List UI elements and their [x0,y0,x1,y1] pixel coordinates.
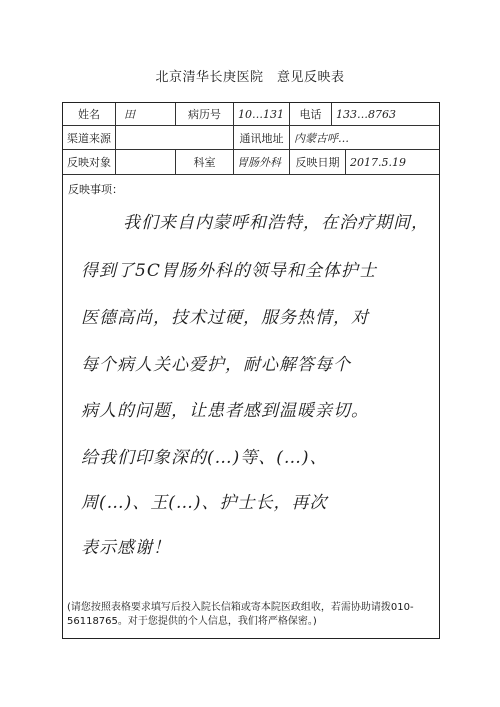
handwritten-line: 得到了5C胃肠外科的领导和全体护士 [81,261,377,281]
address-label: 通讯地址 [233,126,289,149]
record-value: 10…131 [233,103,289,125]
target-label: 反映对象 [67,156,111,169]
name-value: 田 [115,103,175,125]
channel-label: 渠道来源 [67,131,111,145]
handwritten-line: 给我们印象深的(…)等、(…)、 [81,448,328,468]
phone-label: 电话 [289,103,331,125]
phone-value: 133…8763 [331,103,441,125]
form-title: 北京清华长庚医院 意见反映表 [155,70,345,85]
section-label: 反映事项： [68,183,123,196]
address-value: 内蒙古呼… [289,126,441,149]
handwritten-line: 病人的问题，让患者感到温暖亲切。 [81,401,369,421]
handwritten-line: 我们来自内蒙呼和浩特，在治疗期间， [123,213,429,233]
handwritten-line: 表示感谢！ [81,538,171,558]
feedback-form [62,102,440,639]
row-name [63,103,439,126]
record-label: 病历号 [175,103,233,125]
handwritten-line: 周(…)、王(…)、护士长，再次 [81,493,328,513]
name-label: 姓名 [78,108,100,121]
row-channel [63,126,439,150]
dept-value: 胃肠外科 [233,150,289,174]
footer-note: (请您按照表格要求填写后投入院长信箱或寄本院医政组收，若需协助请拨010-56118765。对于您提供的个人信息，我们将严格保密。) [67,602,414,627]
date-label: 反映日期 [289,150,345,174]
target-value [115,150,175,174]
date-value: 2017.5.19 [345,150,441,174]
handwritten-line: 每个病人关心爱护，耐心解答每个 [81,355,351,375]
row-target [63,150,439,175]
dept-label: 科室 [175,150,233,174]
channel-value [115,126,233,149]
handwritten-line: 医德高尚，技术过硬，服务热情，对 [81,308,369,328]
